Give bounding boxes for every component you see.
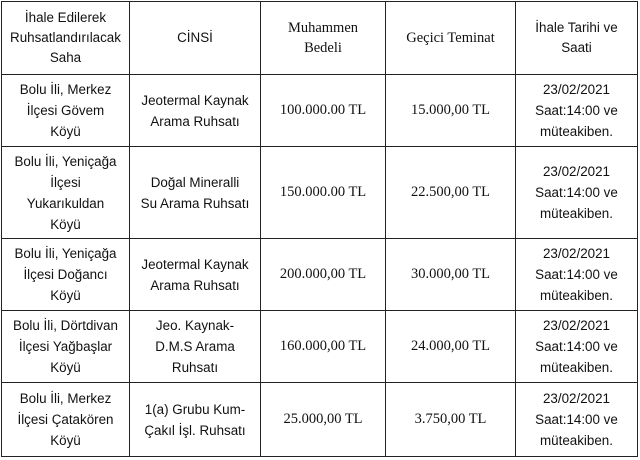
header-row — [2, 2, 638, 75]
cell-tarih: 23/02/2021 Saat:14:00 ve müteakiben. — [516, 383, 638, 457]
table-row — [2, 75, 638, 147]
cell-tarih: 23/02/2021 Saat:14:00 ve müteakiben. — [516, 239, 638, 311]
cell-teminat: 30.000,00 TL — [386, 239, 516, 311]
table-row — [2, 383, 638, 457]
cell-teminat: 22.500,00 TL — [386, 147, 516, 239]
header-saha: İhale Edilerek Ruhsatlandırılacak Saha — [2, 2, 130, 75]
cell-saha: Bolu İli, Yeniçağa İlçesi Doğancı Köyü — [2, 239, 130, 311]
cell-cins: Jeotermal Kaynak Arama Ruhsatı — [130, 75, 261, 147]
table-body — [2, 75, 638, 457]
cell-teminat: 24.000,00 TL — [386, 311, 516, 383]
cell-saha: Bolu İli, Merkez İlçesi Çatakören Köyü — [2, 383, 130, 457]
table-header — [2, 2, 638, 75]
cell-saha: Bolu İli, Dörtdivan İlçesi Yağbaşlar Köyü — [2, 311, 130, 383]
cell-teminat: 15.000,00 TL — [386, 75, 516, 147]
header-cins: CİNSİ — [130, 2, 261, 75]
table-row — [2, 147, 638, 239]
header-tarih: İhale Tarihi ve Saati — [516, 2, 638, 75]
cell-tarih: 23/02/2021 Saat:14:00 ve müteakiben. — [516, 311, 638, 383]
cell-bedel: 200.000,00 TL — [261, 239, 386, 311]
cell-cins: Jeo. Kaynak- D.M.S Arama Ruhsatı — [130, 311, 261, 383]
cell-bedel: 150.000.00 TL — [261, 147, 386, 239]
cell-cins: Doğal Mineralli Su Arama Ruhsatı — [130, 147, 261, 239]
cell-cins: 1(a) Grubu Kum- Çakıl İşl. Ruhsatı — [130, 383, 261, 457]
cell-tarih: 23/02/2021 Saat:14:00 ve müteakiben. — [516, 75, 638, 147]
cell-tarih: 23/02/2021 Saat:14:00 ve müteakiben. — [516, 147, 638, 239]
table-row — [2, 239, 638, 311]
cell-saha: Bolu İli, Merkez İlçesi Gövem Köyü — [2, 75, 130, 147]
table-row — [2, 311, 638, 383]
cell-bedel: 25.000,00 TL — [261, 383, 386, 457]
header-bedel: Muhammen Bedeli — [261, 2, 386, 75]
cell-cins: Jeotermal Kaynak Arama Ruhsatı — [130, 239, 261, 311]
cell-bedel: 100.000.00 TL — [261, 75, 386, 147]
auction-table — [1, 1, 638, 457]
header-teminat: Geçici Teminat — [386, 2, 516, 75]
cell-teminat: 3.750,00 TL — [386, 383, 516, 457]
cell-bedel: 160.000,00 TL — [261, 311, 386, 383]
cell-saha: Bolu İli, Yeniçağa İlçesi Yukarıkuldan Köyü — [2, 147, 130, 239]
